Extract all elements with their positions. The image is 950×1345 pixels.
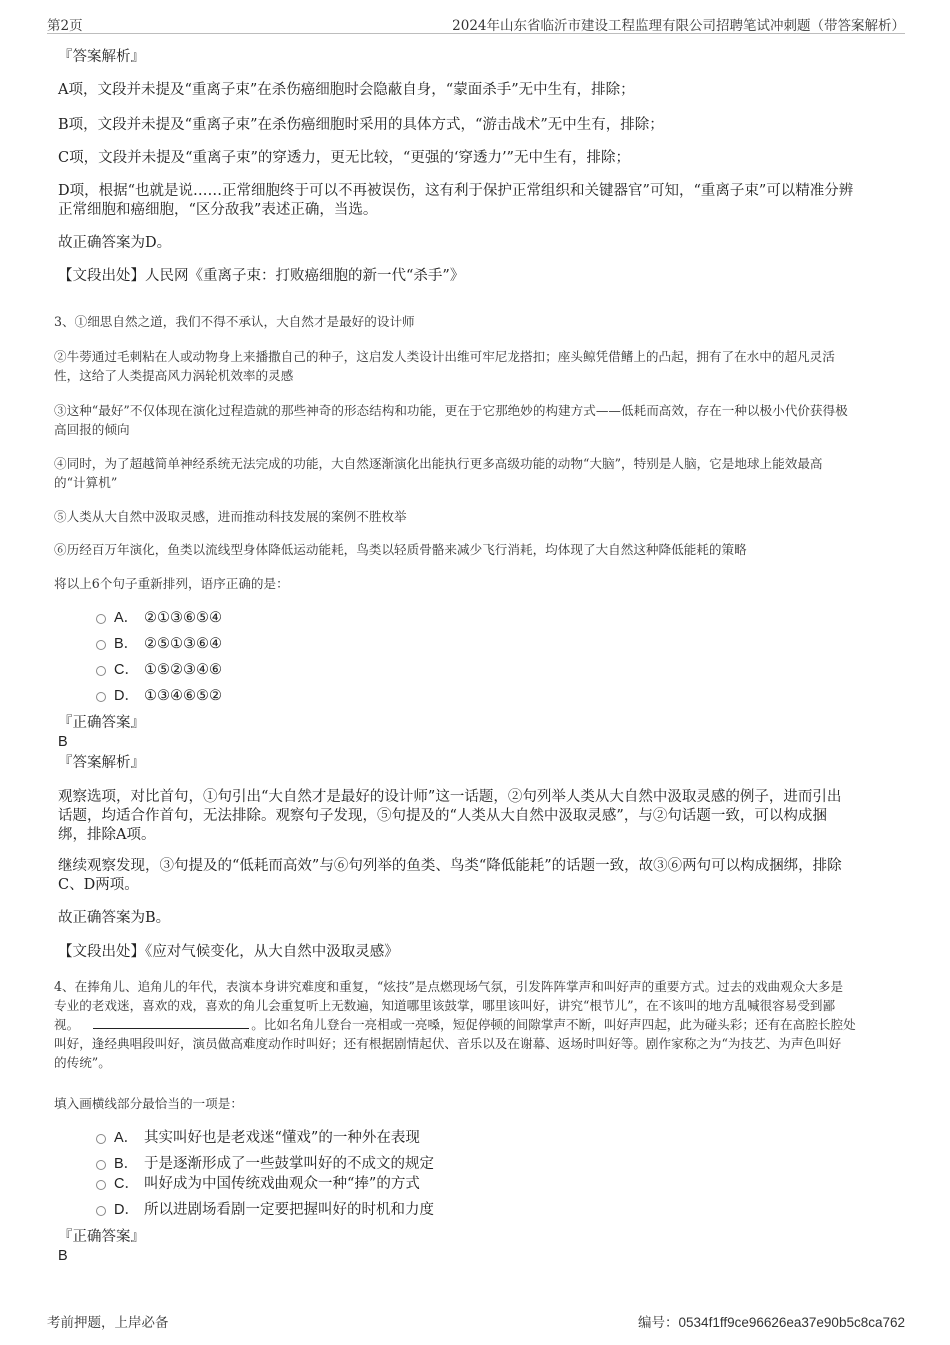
option-letter: C．	[114, 1176, 139, 1192]
option-text: 于是逐渐形成了一些鼓掌叫好的不成文的规定	[144, 1156, 434, 1172]
q3-option-d[interactable]	[96, 687, 222, 706]
page-header	[47, 13, 905, 34]
q3-sentence-1: 3、①细思自然之道，我们不得不承认，大自然才是最好的设计师	[54, 314, 415, 329]
q3-option-c[interactable]	[96, 661, 222, 680]
q4-passage-line2: 专业的老戏迷，喜欢的戏，喜欢的角儿会重复听上无数遍，知道哪里该鼓掌，哪里该叫好，讲究“根节儿”，在不该叫的地方乱喊很容易受到鄙	[54, 998, 836, 1013]
q2-analysis-d	[58, 182, 903, 220]
q4-passage	[54, 977, 899, 1072]
option-text: ②⑤①③⑥④	[144, 636, 222, 652]
q2-analysis-d-line1: D项，根据“也就是说……正常细胞终于可以不再被误伤，这有利于保护正常组织和关键器官”可知，“重离子束”可以精准分辨	[58, 183, 854, 199]
option-text: ①⑤②③④⑥	[144, 662, 222, 678]
q3-answer-heading: 『正确答案』	[58, 715, 145, 731]
q2-analysis-heading: 『答案解析』	[58, 49, 145, 65]
radio-icon[interactable]	[96, 692, 106, 702]
q3-analysis-2-line2: C、D两项。	[58, 877, 139, 893]
footer-slogan: 考前押题，上岸必备	[47, 1315, 169, 1331]
q3-sentence-6: ⑥历经百万年演化，鱼类以流线型身体降低运动能耗，鸟类以轻质骨骼来减少飞行消耗，均体现了大自然这种降低能耗的策略	[54, 542, 747, 557]
radio-icon[interactable]	[96, 1180, 106, 1190]
option-letter: D．	[114, 688, 139, 704]
option-letter: C．	[114, 662, 139, 678]
option-letter: A．	[114, 610, 139, 626]
q4-option-b[interactable]	[96, 1155, 434, 1174]
option-letter: A．	[114, 1130, 139, 1146]
q3-sentence-3-line2: 高回报的倾向	[54, 422, 130, 437]
q3-sentence-4-line1: ④同时，为了超越简单神经系统无法完成的功能，大自然逐渐演化出能执行更多高级功能的动物“大脑”，特别是人脑，它是地球上能效最高	[54, 456, 823, 471]
q4-option-c[interactable]	[96, 1175, 420, 1194]
q3-source: 【文段出处】《应对气候变化，从大自然中汲取灵感》	[58, 944, 399, 960]
option-text: ②①③⑥⑤④	[144, 610, 222, 626]
q4-option-d[interactable]	[96, 1201, 434, 1220]
option-letter: B．	[114, 636, 139, 652]
footer-serial: 编号：0534f1ff9ce96626ea37e90b5c8ca762	[638, 1315, 905, 1330]
q4-answer-heading: 『正确答案』	[58, 1229, 145, 1245]
q4-passage-line1: 4、在捧角儿、追角儿的年代，表演本身讲究难度和重复，“炫技”是点燃现场气氛，引发阵阵掌声和叫好声的重要方式。过去的戏曲观众大多是	[54, 979, 844, 994]
option-text: 所以进剧场看剧一定要把握叫好的时机和力度	[144, 1202, 434, 1218]
radio-icon[interactable]	[96, 614, 106, 624]
q3-analysis-1	[58, 788, 903, 845]
option-text: ①③④⑥⑤②	[144, 688, 222, 704]
q3-sentence-4	[54, 454, 899, 492]
q3-analysis-2-line1: 继续观察发现，③句提及的“低耗而高效”与⑥句列举的鱼类、鸟类“降低能耗”的话题一致，故③⑥两句可以构成捆绑，排除	[58, 858, 842, 874]
radio-icon[interactable]	[96, 640, 106, 650]
q4-passage-line5: 的传统”。	[54, 1055, 111, 1070]
q2-analysis-c: C项，文段并未提及“重离子束”的穿透力，更无比较，“更强的‘穿透力’”无中生有，排除；	[58, 150, 630, 166]
q4-prompt: 填入画横线部分最恰当的一项是：	[54, 1096, 243, 1111]
q3-conclusion: 故正确答案为B。	[58, 910, 171, 926]
q3-answer: B	[58, 734, 68, 750]
q2-conclusion: 故正确答案为D。	[58, 235, 172, 251]
q3-sentence-2-line1: ②牛蒡通过毛刺粘在人或动物身上来播撒自己的种子，这启发人类设计出维可牢尼龙搭扣；座头鲸凭借鳍上的凸起，拥有了在水中的超凡灵活	[54, 349, 835, 364]
option-letter: D．	[114, 1202, 139, 1218]
radio-icon[interactable]	[96, 1206, 106, 1216]
q2-analysis-b: B项，文段并未提及“重离子束”在杀伤癌细胞时采用的具体方式，“游击战术”无中生有，排除；	[58, 117, 664, 133]
q2-analysis-d-line2: 正常细胞和癌细胞，“区分敌我”表述正确，当选。	[58, 202, 378, 218]
q4-option-a[interactable]	[96, 1129, 420, 1148]
q4-answer: B	[58, 1248, 68, 1264]
q4-passage-line3: 视。 。比如名角儿登台一亮相或一亮嗓，短促停顿的间隙掌声不断，叫好声四起，此为碰头彩；还有在高腔长腔处	[54, 1017, 856, 1032]
q3-analysis-2	[58, 857, 903, 895]
fill-blank	[93, 1017, 249, 1029]
q3-prompt: 将以上6个句子重新排列，语序正确的是：	[54, 576, 289, 591]
q3-analysis-1-line2: 话题，均适合作首句，无法排除。观察句子发现，⑤句提及的“人类从大自然中汲取灵感”，与②句话题一致，可以构成捆	[58, 808, 827, 824]
option-letter: B．	[114, 1156, 139, 1172]
q3-option-a[interactable]	[96, 609, 222, 628]
q2-source: 【文段出处】人民网《重离子束：打败癌细胞的新一代“杀手”》	[58, 268, 465, 284]
page-number: 第2页	[47, 18, 83, 34]
option-text: 叫好成为中国传统戏曲观众一种“捧”的方式	[144, 1176, 420, 1192]
q2-analysis-a: A项，文段并未提及“重离子束”在杀伤癌细胞时会隐蔽自身，“蒙面杀手”无中生有，排除；	[58, 82, 635, 98]
radio-icon[interactable]	[96, 666, 106, 676]
q3-sentence-3	[54, 401, 899, 439]
option-text: 其实叫好也是老戏迷“懂戏”的一种外在表现	[144, 1130, 420, 1146]
q3-analysis-1-line1: 观察选项，对比首句，①句引出“大自然才是最好的设计师”这一话题，②句列举人类从大自然中汲取灵感的例子，进而引出	[58, 789, 842, 805]
radio-icon[interactable]	[96, 1160, 106, 1170]
radio-icon[interactable]	[96, 1134, 106, 1144]
q3-sentence-2-line2: 性，这给了人类提高风力涡轮机效率的灵感	[54, 368, 294, 383]
q3-analysis-1-line3: 绑，排除A项。	[58, 827, 156, 843]
q3-sentence-2	[54, 347, 899, 385]
document-title: 2024年山东省临沂市建设工程监理有限公司招聘笔试冲刺题（带答案解析）	[452, 18, 905, 34]
q3-analysis-heading: 『答案解析』	[58, 755, 145, 771]
q4-passage-line4: 叫好，逢经典唱段叫好，演员做高难度动作时叫好；还有根据剧情起伏、音乐以及在谢幕、返场时叫好等。剧作家称之为“为技艺、为声色叫好	[54, 1036, 842, 1051]
q3-option-b[interactable]	[96, 635, 222, 654]
q3-sentence-5: ⑤人类从大自然中汲取灵感，进而推动科技发展的案例不胜枚举	[54, 509, 407, 524]
q3-sentence-3-line1: ③这种“最好”不仅体现在演化过程造就的那些神奇的形态结构和功能，更在于它那绝妙的构建方式——低耗而高效，存在一种以极小代价获得极	[54, 403, 848, 418]
q3-sentence-4-line2: 的“计算机”	[54, 475, 118, 490]
